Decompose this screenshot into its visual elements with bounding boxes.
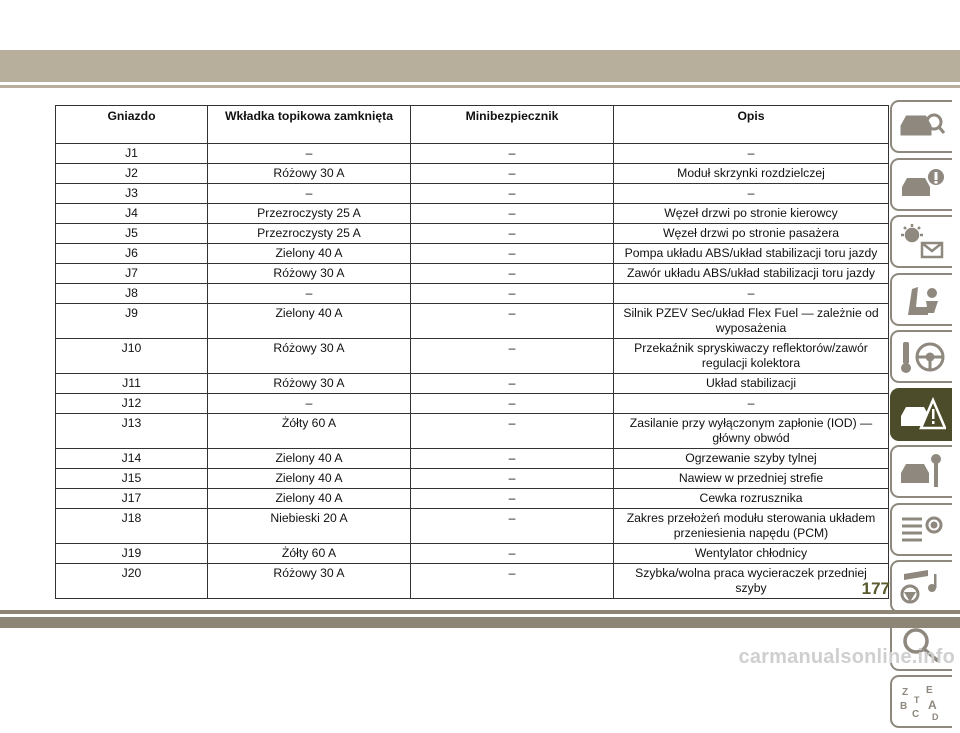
alphabet-index-icon <box>898 683 946 721</box>
cell-minifuse: – <box>411 204 614 224</box>
dashboard-lights-message-icon <box>898 223 946 261</box>
table-row <box>56 264 889 284</box>
cell-description: Węzeł drzwi po stronie pasażera <box>614 224 889 244</box>
cell-minifuse: – <box>411 564 614 599</box>
cell-socket: J4 <box>56 204 208 224</box>
cell-description: Silnik PZEV Sec/układ Flex Fuel — zależnie od wyposażenia <box>614 304 889 339</box>
cell-fuse: Żółty 60 A <box>208 544 411 564</box>
cell-fuse: Przezroczysty 25 A <box>208 204 411 224</box>
header-wkladka: Wkładka topikowa zamknięta <box>208 106 411 144</box>
table-row <box>56 304 889 339</box>
table-row <box>56 509 889 544</box>
cell-fuse: Zielony 40 A <box>208 469 411 489</box>
table-row <box>56 394 889 414</box>
table-row <box>56 544 889 564</box>
cell-description: – <box>614 144 889 164</box>
cell-socket: J19 <box>56 544 208 564</box>
svg-text:C: C <box>912 709 920 720</box>
cell-fuse: Żółty 60 A <box>208 414 411 449</box>
page-number: 177 <box>861 579 890 598</box>
cell-minifuse: – <box>411 374 614 394</box>
table-row <box>56 184 889 204</box>
cell-description: Przekaźnik spryskiwaczy reflektorów/zawór regulacji kolektora <box>614 339 889 374</box>
cell-description: Cewka rozrusznika <box>614 489 889 509</box>
cell-fuse: Zielony 40 A <box>208 244 411 264</box>
car-breakdown-warning-icon <box>898 396 946 434</box>
tab-car-info[interactable] <box>890 158 952 211</box>
cell-description: Układ stabilizacji <box>614 374 889 394</box>
cell-socket: J5 <box>56 224 208 244</box>
cell-minifuse: – <box>411 414 614 449</box>
table-header-row <box>56 106 889 144</box>
cell-minifuse: – <box>411 284 614 304</box>
cell-socket: J1 <box>56 144 208 164</box>
cell-fuse: Różowy 30 A <box>208 264 411 284</box>
cell-minifuse: – <box>411 509 614 544</box>
cell-fuse: – <box>208 144 411 164</box>
cell-minifuse: – <box>411 449 614 469</box>
cell-fuse: – <box>208 394 411 414</box>
svg-text:E: E <box>926 685 933 696</box>
footer-band <box>0 617 960 628</box>
table-row <box>56 339 889 374</box>
cell-minifuse: – <box>411 144 614 164</box>
cell-minifuse: – <box>411 394 614 414</box>
car-service-tools-icon <box>898 453 946 491</box>
cell-socket: J11 <box>56 374 208 394</box>
cell-description: Węzeł drzwi po stronie kierowcy <box>614 204 889 224</box>
cell-minifuse: – <box>411 244 614 264</box>
table-row <box>56 284 889 304</box>
cell-description: Pompa układu ABS/układ stabilizacji toru jazdy <box>614 244 889 264</box>
tab-breakdown[interactable] <box>890 388 952 441</box>
table-row <box>56 204 889 224</box>
svg-text:B: B <box>900 701 908 712</box>
cell-description: Zakres przełożeń modułu sterowania układem przeniesienia napędu (PCM) <box>614 509 889 544</box>
tab-alphabet-index[interactable] <box>890 675 952 728</box>
cell-fuse: Różowy 30 A <box>208 339 411 374</box>
cell-description: Nawiew w przedniej strefie <box>614 469 889 489</box>
cell-socket: J3 <box>56 184 208 204</box>
cell-fuse: Zielony 40 A <box>208 304 411 339</box>
cell-minifuse: – <box>411 224 614 244</box>
footer-line <box>0 610 960 614</box>
cell-description: Wentylator chłodnicy <box>614 544 889 564</box>
table-row <box>56 224 889 244</box>
cell-description: Zawór układu ABS/układ stabilizacji toru jazdy <box>614 264 889 284</box>
music-navigation-icon <box>898 568 946 606</box>
seat-airbag-icon <box>898 281 946 319</box>
cell-description: – <box>614 284 889 304</box>
cell-socket: J9 <box>56 304 208 339</box>
header-minibezpiecznik: Minibezpiecznik <box>411 106 614 144</box>
tab-seat-airbag[interactable] <box>890 273 952 326</box>
table-row <box>56 489 889 509</box>
cell-fuse: Niebieski 20 A <box>208 509 411 544</box>
table-row <box>56 144 889 164</box>
cell-socket: J8 <box>56 284 208 304</box>
cell-fuse: Różowy 30 A <box>208 164 411 184</box>
table-row <box>56 469 889 489</box>
svg-text:Z: Z <box>902 687 909 698</box>
header-gniazdo: Gniazdo <box>56 106 208 144</box>
svg-text:D: D <box>932 712 939 721</box>
table-row <box>56 564 889 599</box>
cell-minifuse: – <box>411 489 614 509</box>
tab-car-search[interactable] <box>890 100 952 153</box>
header-band-line <box>0 85 960 88</box>
cell-socket: J12 <box>56 394 208 414</box>
cell-fuse: Przezroczysty 25 A <box>208 224 411 244</box>
header-band <box>0 50 960 82</box>
key-steering-wheel-icon <box>898 338 946 376</box>
cell-fuse: – <box>208 184 411 204</box>
cell-description: Moduł skrzynki rozdzielczej <box>614 164 889 184</box>
cell-socket: J17 <box>56 489 208 509</box>
svg-text:T: T <box>914 695 920 705</box>
tab-key-steering[interactable] <box>890 330 952 383</box>
table-row <box>56 244 889 264</box>
cell-socket: J13 <box>56 414 208 449</box>
cell-minifuse: – <box>411 469 614 489</box>
cell-description: Zasilanie przy wyłączonym zapłonie (IOD) — główny obwód <box>614 414 889 449</box>
cell-minifuse: – <box>411 184 614 204</box>
cell-description: – <box>614 394 889 414</box>
cell-fuse: – <box>208 284 411 304</box>
header-opis: Opis <box>614 106 889 144</box>
table-row <box>56 449 889 469</box>
cell-fuse: Zielony 40 A <box>208 449 411 469</box>
svg-text:A: A <box>928 698 937 712</box>
cell-description: Szybka/wolna praca wycieraczek przedniej szyby <box>614 564 889 599</box>
cell-socket: J14 <box>56 449 208 469</box>
tab-car-service[interactable] <box>890 445 952 498</box>
cell-minifuse: – <box>411 164 614 184</box>
cell-description: Ogrzewanie szyby tylnej <box>614 449 889 469</box>
car-search-icon <box>898 108 946 146</box>
cell-socket: J6 <box>56 244 208 264</box>
watermark: carmanualsonline.info <box>738 646 955 668</box>
cell-description: – <box>614 184 889 204</box>
table-row <box>56 164 889 184</box>
cell-socket: J2 <box>56 164 208 184</box>
cell-socket: J18 <box>56 509 208 544</box>
cell-fuse: Różowy 30 A <box>208 564 411 599</box>
tab-dashboard-lights[interactable] <box>890 215 952 268</box>
chapter-tabs <box>890 100 956 733</box>
cell-fuse: Zielony 40 A <box>208 489 411 509</box>
cell-socket: J7 <box>56 264 208 284</box>
cell-fuse: Różowy 30 A <box>208 374 411 394</box>
fuse-table <box>55 105 889 599</box>
table-row <box>56 374 889 394</box>
table-row <box>56 414 889 449</box>
tab-specifications[interactable] <box>890 503 952 556</box>
car-info-icon <box>898 166 946 204</box>
cell-socket: J15 <box>56 469 208 489</box>
cell-socket: J10 <box>56 339 208 374</box>
tab-music-navigation[interactable] <box>890 560 952 613</box>
cell-minifuse: – <box>411 339 614 374</box>
cell-socket: J20 <box>56 564 208 599</box>
cell-minifuse: – <box>411 304 614 339</box>
cell-minifuse: – <box>411 264 614 284</box>
specifications-gear-icon <box>898 511 946 549</box>
cell-minifuse: – <box>411 544 614 564</box>
